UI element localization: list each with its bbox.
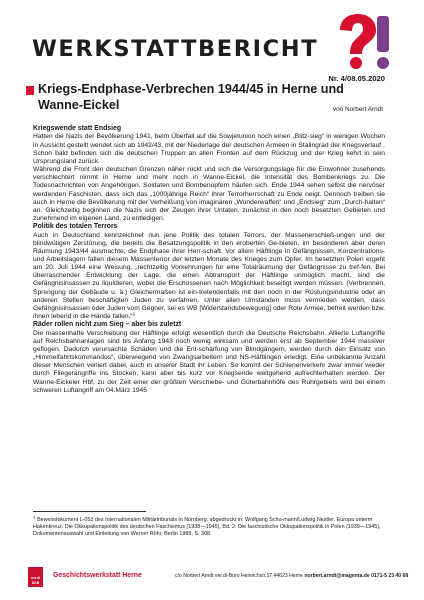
paragraph-kriegswende-1: Hatten die Nazis der Bevölkerung 1941, beim Überfall auf die Sowjetunion noch einen „Blitz-sieg“ in wenigen Wochen in Aussicht gestellt wendet sich ab 1942/43, mit der Niederlage der deutschen Armeen in Stalingrad der Kriegsverlauf . Schon bald befinden sich die deutschen Truppen an allen Fronten auf dem Rückzug und der Krieg kehrt in sein Ursprungsland zurück. — [33, 133, 385, 165]
footer-title: Geschichtswerkstatt Herne — [53, 572, 142, 579]
page-footer — [0, 567, 424, 589]
article-body — [33, 125, 385, 395]
section-heading-kriegswende: Kriegswende statt Endsieg — [33, 125, 122, 132]
union-badge — [28, 567, 43, 587]
paragraph-totaler-terror-text: Auch in Deutschland kennzeichnet nun jene Politik des totalen Terrors, der Massenerschieß-ungen und der blindwütigen Zerstörung, die bereits die Besatzungspolitik in den eroberten Ge-bieten, im besonderen aber deren Räumung 1943/44 ausmachte, die Endphase ihrer Herr-schaft. Vor allem Häftlinge in Gefängnissen, Konzentrations- und Arbeitslagern fallen diesem Massenterror der letzten Monate des Krieges zum Opfer. Im besetzten Polen ergeht am 20. Juli 1944 eine Weisung, „rechtzeitig Vorkehrungen für eine Totalräumung der Gefängnisse zu tref-fen. Bei überraschender Entwicklung der Lage, die einen Abtransport der Häftlinge unmöglich macht, sind die Gefängnisinsassen zu liquidieren, wobei die Erschossenen nach Möglichkeit beseitigt werden müssen. (Verbrennen, Sprengung der Gebäude u. ä.) Gleichermaßen ist ein-tretendenfalls mit den noch in der Rüstungsindustrie oder an anderen Stellen beschäftigten Juden zu verfahren. Unter allen Umständen muss vermieden werden, dass Gefängnisinsassen oder Juden vom Gegner, sei es WB [Widerstandsbewegung] oder Rote Armee, befreit werden bzw. ihnen lebend in die Hände fallen.“ — [33, 231, 385, 321]
paragraph-raeder-rollen: Die massenhafte Verschiebung der Häftlinge erfolgt wesentlich durch die Deutsche Reichsbahn. Allierte Luftangriffe auf Reichsbahnanlagen sind bis Anfang 1943 noch wenig wirksam und werden erst ab September 1944 massiver geflogen. Dadurch verursachte Schäden und die Ent-schärfung von Blindgängern, werden durch den Einsatz von „Himmelfahrtskommandos“, überwiegend von Zwangsarbeitern und NS-Häftlingen erledigt. Eine unbekannte Anzahl dieser Menschen verliert dabei, auch in unserer Stadt ihr Leben. So kommt der Schienenverkehr zwar immer wieder durch Fliegerangriffe ins Stocken, kann aber bis kurz vor Kriegsende weitgehend aufrechterhalten werden. Der Wanne-Eickeler Hbf, zu der Zeit einer der größten Verschiebe- und Güterbahnhöfe des Ruhrgebiets wird bei einem schweren Luftangriff am 04.März 1945 — [33, 329, 385, 394]
footnote-text: Beweisdokument L-053 des Internationalen Militärtribunals in Nürnberg, abgedruckt in: Wolfgang Schu-mann/Ludwig Nestler, Europa unterm Hakenkreuz. Die Okkupationspolitik des deutschen Faschismus (1938—1945), Bd. 2: Die faschistische Okkupationspolitik in Polen (1939—1945), Dokumentenauswahl und Einleitung von Werner Röhr, Berlin 1989, S. 308. — [33, 517, 381, 538]
footnote-marker: 1 — [33, 514, 36, 520]
title-marker-square — [26, 86, 34, 95]
footnote — [33, 514, 385, 538]
footer-phone: 0171-5 23 40 68 — [371, 573, 409, 579]
union-badge-top-label: ver.di — [31, 576, 40, 580]
article-header — [38, 81, 383, 113]
footer-address: c/o Norbert Arndt ver.di-Büro Heinrichstr.17 44623 Herne — [175, 573, 303, 579]
article-title-line1: Kriegs-Endphase-Verbrechen 1944/45 in Herne und — [38, 82, 344, 96]
paragraph-totaler-terror — [33, 232, 385, 322]
footnote-reference[interactable]: 1 — [132, 311, 136, 317]
issue-number: Nr. 4/08.05.2020 — [328, 74, 385, 83]
union-badge-bottom-label: DGB — [31, 581, 40, 585]
article-title — [38, 81, 383, 113]
footer-contact — [175, 573, 408, 579]
question-exclamation-logo-icon — [332, 12, 398, 70]
footer-email[interactable]: norbert.arndt@magenta.de — [304, 573, 370, 579]
paragraph-kriegswende-2: Während die Front den deutschen Grenzen näher rückt und sich die Versorgungslage für die Einwohner zusehends verschlechtert nimmt in Herne und mehr noch in Wanne-Eickel, die Intensität des Bombenkriegs zu. Die Todesnachrichten von Angehörigen, Soldaten und Bombenopfern häufen sich. Ende 1944 sehen selbst die nervöser werdenden Faschisten, dass sich das „1000jährige Reich“ ihrer Terrorherrschaft zu Ende neigt. Dennoch treiben sie auch in Herne die Bevölkerung mit der Verheißung von imaginären „Wunderwaffen“ und „Endsieg“ zum „Durch-halten“ an. Gleichzeitig beginnen die Nazis sich der Zeugen ihrer Untaten, zunächst in den noch besetzten Gebieten und zunehmend im eigenen Land, zu entledigen. — [33, 166, 385, 222]
article-title-line2: Wanne-Eickel — [38, 98, 120, 112]
footnote-divider — [33, 511, 146, 512]
section-heading-raeder-rollen: Räder rollen nicht zum Sieg – aber bis zuletzt — [33, 321, 182, 329]
section-heading-totaler-terror: Politik des totalen Terrors — [33, 223, 118, 231]
masthead-title: WERKSTATTBERICHT — [32, 36, 319, 62]
article-author: von Norbert Arndt — [332, 106, 383, 113]
